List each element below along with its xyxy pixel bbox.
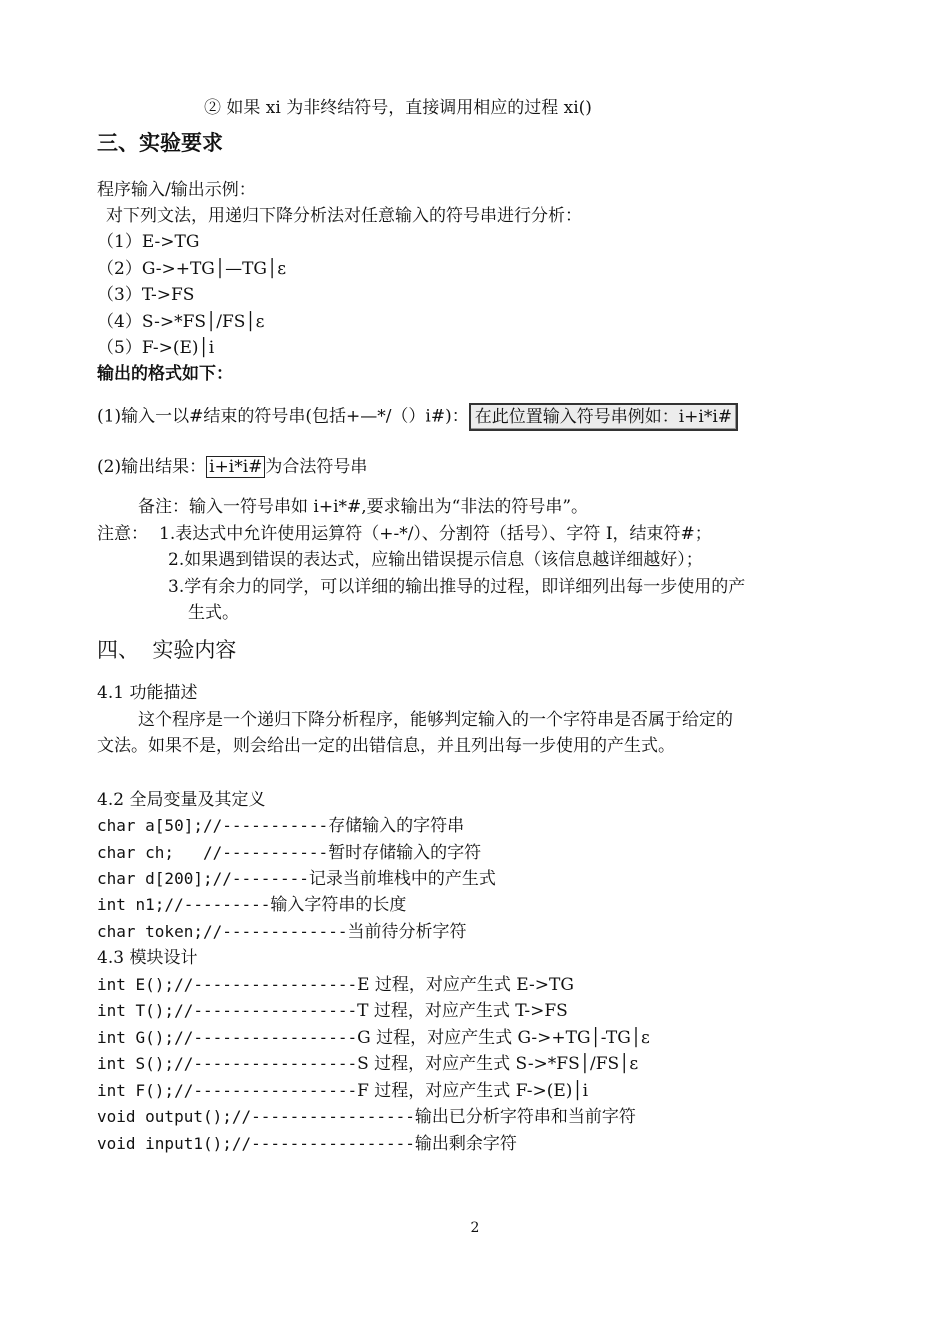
module-code: int E();//----------------- — [97, 975, 358, 994]
global-var-row — [97, 893, 406, 917]
global-var-desc: 暂时存储输入的字符 — [328, 843, 482, 863]
module-row — [97, 1026, 650, 1050]
global-var-desc: 当前待分析字符 — [347, 922, 467, 942]
module-desc: 输出已分析字符串和当前字符 — [414, 1107, 636, 1127]
s42-title: 4.2 全局变量及其定义 — [97, 790, 266, 810]
grammar-rule-3: （3）T->FS — [97, 285, 195, 305]
symbol-string-input[interactable]: 在此位置输入符号串例如：i+i*i# — [469, 403, 738, 431]
module-code: int G();//----------------- — [97, 1028, 358, 1047]
input-prompt: (1)输入一以#结束的符号串(包括+—*/（）i#)： — [97, 406, 469, 427]
module-desc: 输出剩余字符 — [414, 1134, 517, 1154]
global-var-code: int n1;//--------- — [97, 895, 271, 914]
module-desc: T 过程，对应产生式 T->FS — [357, 1001, 568, 1021]
module-row — [97, 1105, 636, 1129]
module-code: int F();//----------------- — [97, 1081, 358, 1100]
s41-text-2: 文法。如果不是，则会给出一定的出错信息，并且列出每一步使用的产生式。 — [97, 736, 675, 756]
output-result-row — [97, 455, 367, 479]
module-row — [97, 973, 574, 997]
module-code: int S();//----------------- — [97, 1054, 358, 1073]
output-suffix: 为合法符号串 — [265, 457, 368, 477]
note-2: 2.如果遇到错误的表达式，应输出错误提示信息（该信息越详细越好）； — [168, 550, 703, 570]
global-var-row — [97, 841, 481, 865]
module-row — [97, 1132, 517, 1156]
note-3-continued: 生式。 — [188, 603, 239, 623]
section4-heading: 四、 实验内容 — [97, 638, 237, 662]
global-var-desc: 输入字符串的长度 — [270, 895, 407, 915]
module-row — [97, 999, 568, 1023]
page-number: 2 — [470, 1220, 480, 1236]
output-value-box: i+i*i# — [206, 456, 265, 478]
output-format-heading: 输出的格式如下： — [97, 364, 233, 384]
grammar-rule-1: （1）E->TG — [97, 232, 200, 252]
module-row — [97, 1079, 588, 1103]
note-3: 3.学有余力的同学，可以详细的输出推导的过程，即详细列出每一步使用的产 — [168, 577, 746, 597]
section3-heading: 三、实验要求 — [97, 131, 223, 155]
module-desc: E 过程，对应产生式 E->TG — [357, 975, 574, 995]
notes-label: 注意： — [97, 524, 148, 544]
module-code: int T();//----------------- — [97, 1001, 358, 1020]
global-var-row — [97, 920, 466, 944]
output-prefix: (2)输出结果： — [97, 457, 207, 477]
global-var-row — [97, 814, 464, 838]
input-prompt-row — [97, 403, 738, 431]
grammar-rule-5: （5）F->(E)│i — [97, 338, 215, 358]
grammar-rule-4: （4）S->*FS│/FS│ε — [97, 312, 265, 332]
module-desc: G 过程，对应产生式 G->+TG│-TG│ε — [357, 1028, 650, 1048]
s41-text-1: 这个程序是一个递归下降分析程序，能够判定输入的一个字符串是否属于给定的 — [138, 710, 733, 730]
module-desc: F 过程，对应产生式 F->(E)│i — [357, 1081, 589, 1101]
module-code: void output();//----------------- — [97, 1107, 415, 1126]
intro-line: ② 如果 xi 为非终结符号，直接调用相应的过程 xi() — [204, 98, 592, 118]
grammar-rule-2: （2）G->+TG│—TG│ε — [97, 259, 287, 279]
module-desc: S 过程，对应产生式 S->*FS│/FS│ε — [357, 1054, 639, 1074]
s43-title: 4.3 模块设计 — [97, 948, 198, 968]
s41-title: 4.1 功能描述 — [97, 683, 198, 703]
task-text: 对下列文法，用递归下降分析法对任意输入的符号串进行分析： — [106, 206, 582, 226]
note-1: 1.表达式中允许使用运算符（+-*/）、分割符（括号）、字符 I，结束符#； — [159, 524, 712, 544]
io-example-label: 程序输入/输出示例： — [97, 180, 256, 200]
global-var-row — [97, 867, 496, 891]
module-row — [97, 1052, 638, 1076]
global-var-desc: 记录当前堆栈中的产生式 — [308, 869, 496, 889]
remark-text: 备注：输入一符号串如 i+i*#,要求输出为“非法的符号串”。 — [138, 497, 589, 517]
global-var-code: char ch; //----------- — [97, 843, 329, 862]
module-code: void input1();//----------------- — [97, 1134, 415, 1153]
global-var-desc: 存储输入的字符串 — [328, 816, 465, 836]
global-var-code: char token;//------------- — [97, 922, 348, 941]
global-var-code: char a[50];//----------- — [97, 816, 329, 835]
global-var-code: char d[200];//-------- — [97, 869, 309, 888]
